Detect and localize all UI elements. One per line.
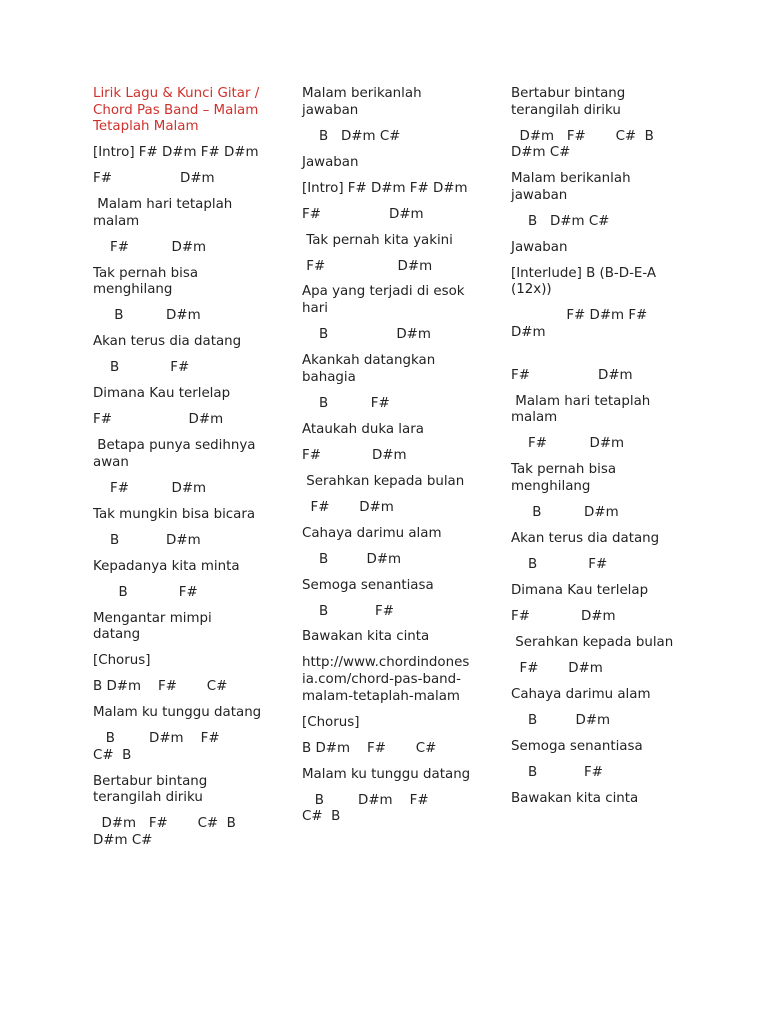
chord-line: F# D#m — [511, 367, 633, 383]
lyric-line: Bawakan kita cinta — [511, 790, 639, 806]
lyric-line: Malam berikanlah jawaban — [302, 86, 426, 118]
lyric-line: Semoga senantiasa — [511, 738, 643, 754]
lyric-line: Serahkan kepada bulan — [302, 473, 465, 489]
chord-line: B D#m — [302, 327, 431, 343]
column-2 — [302, 86, 472, 835]
lyric-line: Malam ku tunggu datang — [93, 705, 262, 721]
chord-line: D#m F# C# B D#m C# — [511, 128, 705, 161]
chord-line: B F# — [93, 360, 190, 376]
lyric-line: Cahaya darimu alam — [511, 686, 651, 702]
lyric-line: Jawaban — [511, 239, 568, 255]
lyric-line: Cahaya darimu alam — [302, 525, 442, 541]
chord-line: F# D#m — [93, 412, 224, 428]
chord-line: F# D#m — [93, 239, 207, 255]
lyric-line: Dimana Kau terlelap — [511, 582, 649, 598]
chord-line: F# D#m — [302, 206, 424, 222]
lyric-line: Malam hari tetaplah malam — [511, 393, 655, 426]
chord-line: B D#m F# C# B — [302, 792, 472, 825]
lyric-line: Bertabur bintang terangilah diriku — [93, 773, 212, 806]
chord-line: F# D#m — [93, 171, 215, 187]
section-label: [Chorus] — [93, 653, 151, 669]
lyric-line: Malam ku tunggu datang — [302, 766, 471, 782]
chord-line: F# D#m — [511, 608, 616, 624]
chord-line: F# D#m — [93, 480, 207, 496]
chord-line: B D#m — [93, 308, 201, 324]
lyric-line: Tak pernah bisa menghilang — [93, 265, 203, 298]
chord-line: B D#m C# — [302, 128, 401, 144]
chord-line: D#m F# C# B D#m C# — [93, 816, 287, 848]
lyric-line: Bertabur bintang terangilah diriku — [511, 86, 630, 118]
chord-line: B F# — [511, 556, 608, 572]
lyric-line: Dimana Kau terlelap — [93, 386, 231, 402]
lyric-line: Malam berikanlah jawaban — [511, 171, 635, 203]
lyric-line: Betapa punya sedihnya awan — [93, 438, 260, 470]
chord-line: B D#m F# C# B — [93, 731, 263, 763]
lyric-line: Akankah datangkan bahagia — [302, 353, 440, 385]
lyric-line: Tak pernah kita yakini — [302, 232, 453, 248]
chord-line: F# D#m — [511, 660, 603, 676]
lyric-line: Kepadanya kita minta — [93, 558, 240, 574]
lyric-line: Serahkan kepada bulan — [511, 634, 674, 650]
chord-line: B D#m — [511, 504, 619, 520]
column-3 — [511, 86, 705, 817]
lyric-line: Akan terus dia datang — [93, 334, 242, 350]
chord-line: B D#m — [93, 532, 201, 548]
lyric-line: Bawakan kita cinta — [302, 629, 430, 645]
chord-line: B F# — [511, 764, 603, 780]
lyric-line: Jawaban — [302, 154, 359, 170]
chord-line: B D#m C# — [511, 213, 610, 229]
chord-line: B D#m F# C# — [93, 679, 228, 695]
chord-line: B D#m F# C# — [302, 740, 437, 756]
lyric-line: Malam hari tetaplah malam — [93, 197, 237, 229]
lyric-line: Tak mungkin bisa bicara — [93, 506, 256, 522]
chord-line: F# D#m — [302, 258, 433, 274]
lyric-line: Apa yang terjadi di esok hari — [302, 284, 469, 317]
lyric-line: Akan terus dia datang — [511, 530, 660, 546]
chord-line: B D#m — [511, 712, 611, 728]
section-label: [Chorus] — [302, 714, 360, 730]
source-url-text: http://www.chordindonesia.com/chord-pas-band-malam-tetaplah-malam — [302, 655, 470, 704]
blank-line — [511, 351, 681, 368]
intro-line: [Intro] F# D#m F# D#m — [302, 180, 468, 196]
intro-line: [Intro] F# D#m F# D#m — [93, 145, 259, 161]
lyric-line: Ataukah duka lara — [302, 421, 424, 437]
chord-line: F# D#m F# D#m — [511, 308, 699, 340]
chord-line: F# D#m — [302, 499, 394, 515]
lyric-line: Semoga senantiasa — [302, 577, 434, 593]
interlude-line: [Interlude] B (B-D-E-A (12x)) — [511, 265, 661, 298]
column-1 — [93, 86, 287, 859]
lyric-line: Mengantar mimpi datang — [93, 610, 216, 643]
chord-line: F# D#m — [511, 436, 625, 452]
chord-line: F# D#m — [302, 447, 407, 463]
chord-line: B F# — [302, 603, 394, 619]
lyric-line: Tak pernah bisa menghilang — [511, 462, 621, 494]
song-title: Lirik Lagu & Kunci Gitar / Chord Pas Band – Malam Tetaplah Malam — [93, 86, 264, 135]
chord-line: B F# — [302, 395, 390, 411]
chord-line: B D#m — [302, 551, 402, 567]
chord-line: B F# — [93, 584, 198, 600]
